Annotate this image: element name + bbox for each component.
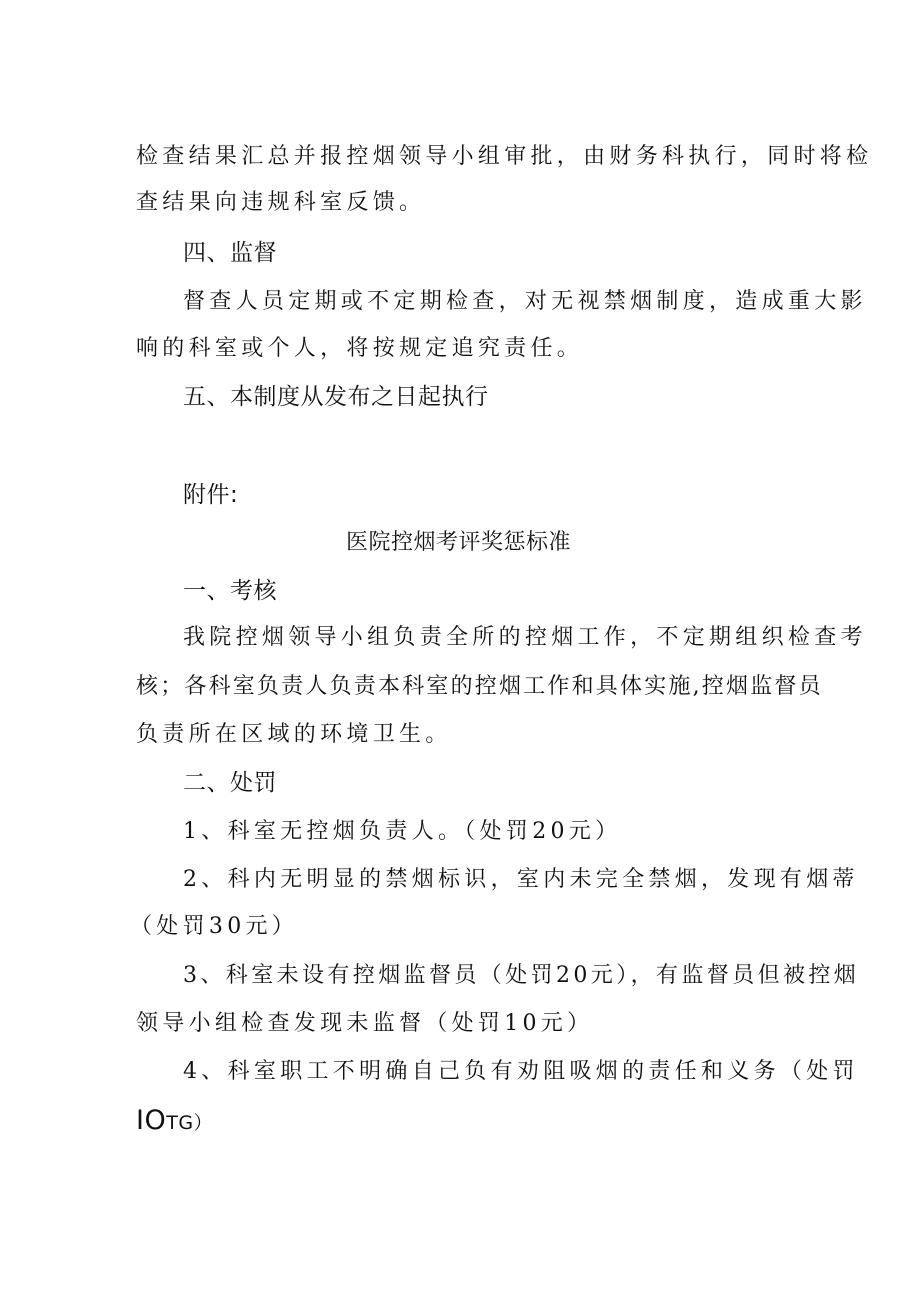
attachment-label: 附件:: [183, 482, 239, 508]
continuation-line-2: 查结果向违规科室反馈。: [136, 190, 426, 215]
assessment-line-2: 核；各科室负责人负责本科室的控烟工作和具体实施,控烟监督员: [136, 674, 823, 699]
section-heading-assessment: 一、考核: [183, 578, 277, 604]
penalty-item-4-amount: IO: [136, 1105, 167, 1136]
continuation-line-1: 检查结果汇总并报控烟领导小组审批，由财务科执行，同时将检: [136, 144, 873, 169]
penalty-item-4-amount-suffix: TG）: [166, 1112, 214, 1134]
attachment-title: 医院控烟考评奖惩标准: [346, 530, 572, 555]
assessment-line-3: 负责所在区域的环境卫生。: [136, 722, 452, 747]
penalty-item-1: 1、科室无控烟负责人。（处罚20元）: [183, 819, 622, 844]
penalty-item-3-line-2: 领导小组检查发现未监督（处罚10元）: [136, 1011, 594, 1036]
penalty-item-4-line-2: [136, 1106, 213, 1138]
section-heading-supervision: 四、监督: [183, 240, 277, 266]
section-heading-effective: 五、本制度从发布之日起执行: [183, 384, 489, 410]
assessment-line-1: 我院控烟领导小组负责全所的控烟工作，不定期组织检查考: [183, 625, 867, 650]
section-heading-penalty: 二、处罚: [183, 770, 277, 796]
penalty-item-2-line-2: （处罚30元）: [130, 914, 299, 939]
penalty-item-2-line-1: 2、科内无明显的禁烟标识，室内未完全禁烟，发现有烟蒂: [183, 867, 859, 892]
penalty-item-3-line-1: 3、科室未设有控烟监督员（处罚20元），有监督员但被控烟: [183, 963, 860, 988]
supervision-line-1: 督查人员定期或不定期检查，对无视禁烟制度，造成重大影: [183, 289, 867, 314]
penalty-item-4-line-1: 4、科室职工不明确自己负有劝阻吸烟的责任和义务（处罚: [183, 1059, 859, 1084]
supervision-line-2: 响的科室或个人，将按规定追究责任。: [136, 336, 584, 361]
